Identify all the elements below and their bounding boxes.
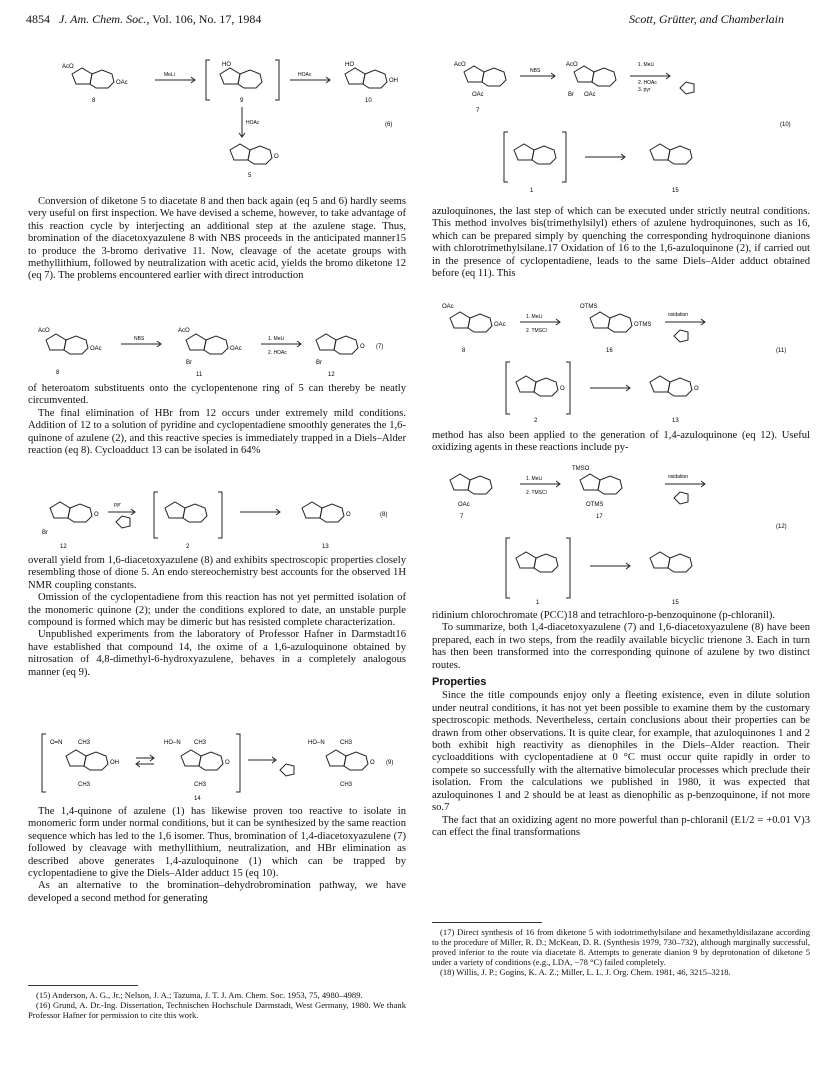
eq12-label-17: 17 [596,514,603,520]
eq9-ch3-prod-bot: CH3 [340,782,353,788]
eq9-ch3-top2: CH3 [194,740,207,746]
left-paragraph-7: The 1,4-quinone of azulene (1) has likewise proven too reactive to isolate in monomeric form under normal conditions, but it can be synthesized by the same reaction sequence which has led to the 1,6 isomer. Thus, bromination of 1,4-diacetoxyazulene (7) followed by cleavage with methyllithium, neutralization, and HBr elimination as described above generates 1,4-azuloquinone (1) which can be trapped by cyclopentadiene to give the Diels–Alder adduct 15 (eq 10). [28,806,406,880]
eq9-label-14: 14 [194,796,201,802]
scheme-eq9-drawing [36,730,406,804]
label-oac: OAc [116,80,128,86]
label-5: 5 [248,173,252,179]
journal-name: J. Am. Chem. Soc., [59,12,150,26]
left-paragraph-1: Conversion of diketone 5 to diacetate 8 and then back again (eq 5 and 6) hardly seems very useful on first inspection. We have devised a scheme, however, to take advantage of this reaction cycle by interjecting an additional step at the azulene stage. Thus, bromination of the diacetoxyazulene 8 with NBS proceeds in the anticipated manner15 to produce the 3-bromo derivative 11. Now, cleavage of the acetate groups with methyllithium, followed by neutralization with acetic acid, yields the bromo diketone 12 (eq 7). The problems encountered earlier with direct introduction [28,196,406,282]
left-paragraph-6: Unpublished experiments from the laboratory of Professor Hafner in Darmstadt16 have established that compound 14, the oxime of a 1,6-azuloquinone obtained by nitrosation of 4,8-dimethyl-6-hydroxyazulene, behaves in a completely analogous manner (eq 9). [28,629,406,678]
eq7-label-12: 12 [328,372,335,378]
right-column-part3 [432,610,810,839]
reagent-hoac: HOAc [298,72,312,78]
eq9-hon: HO–N [164,740,181,746]
eq12-tmso: TMSO [572,466,590,472]
eq11-label-13: 13 [672,418,679,424]
footnote-16: (16) Grund, A. Dr.-Ing. Dissertation, Technischen Hochschule Darmstadt, West Germany, 1980. We thank Professor Hafner for permission to cite this work. [28,1000,406,1020]
eq11-meli: 1. MeLi [526,314,543,320]
scheme-eq12-drawing [440,458,810,608]
scheme-eq12 [440,458,810,608]
eq11-oxidation: oxidation [668,312,689,318]
eq-num-12: (12) [776,524,787,530]
reagent-meli: MeLi [164,72,175,78]
eq12-oac: OAc [458,502,470,508]
left-column-part3 [28,555,406,679]
right-paragraph-6: The fact that an oxidizing agent no more powerful than p-chloranil (E1/2 = +0.01 V)3 can effect the final transformations [432,814,810,838]
eq11-oac: OAc [494,322,506,328]
eq11-o: O [560,386,565,392]
eq11-tmscl: 2. TMSCl [526,328,547,334]
eq8-label-2: 2 [186,544,190,550]
eq8-pyr: pyr [114,502,121,508]
eq11-o-13: O [694,386,699,392]
label-aco-7: AcO [454,62,466,68]
eq9-oh: OH [110,760,119,766]
eq7-nbs: NBS [134,336,145,342]
right-paragraph-4: To summarize, both 1,4-diacetoxyazulene (7) and 1,6-diacetoxyazulene (8) have been prepared, each in two steps, from the readily available bicyclic trienone 3. Each in turn has then been transformed into the corresponding quinone of azulene by two distinct routes. [432,622,810,671]
eq12-label-15: 15 [672,600,679,606]
eq12-label-7: 7 [460,514,464,520]
right-column-part2 [432,430,810,455]
scheme-eq11-drawing [440,296,810,426]
eq8-o: O [94,512,99,518]
footnote-rule-right [432,922,542,923]
label-oac-br: OAc [584,92,596,98]
left-paragraph-8: As an alternative to the bromination–dehydrobromination pathway, we have developed a second method for generating [28,880,406,904]
left-paragraph-4: overall yield from 1,6-diacetoxyazulene (8) and exhibits spectroscopic properties closely resembling those of dione 5. An endo stereochemistry best accounts for the observed 1H NMR coupling constants. [28,555,406,591]
scheme-eq7 [36,320,406,382]
eq11-label-2: 2 [534,418,538,424]
scheme-eq9 [36,730,406,804]
label-8: 8 [92,98,96,104]
label-aco-br: AcO [566,62,578,68]
eq7-br-12: Br [316,360,322,366]
eq7-meli: 1. MeLi [268,336,285,342]
header-left [26,12,261,27]
eq7-aco-11: AcO [178,328,190,334]
scheme-eq8 [40,486,406,552]
eq-num-7: (7) [376,344,384,350]
eq7-br-11: Br [186,360,192,366]
eq12-label-1: 1 [536,600,540,606]
eq7-o: O [360,344,365,350]
footnote-18: (18) Willis, J. P.; Gogins, K. A. Z.; Miller, L. L. J. Org. Chem. 1981, 46, 3215–3218. [440,967,731,977]
eq7-label-8: 8 [56,370,60,376]
eq9-ch3-top: CH3 [78,740,91,746]
eq7-oac: OAc [90,346,102,352]
left-paragraph-2: of heteroatom substituents onto the cyclopentenone ring of 5 can thereby be neatly circumvented. [28,383,406,407]
label-7: 7 [476,108,480,114]
eq12-meli: 1. MeLi [526,476,543,482]
scheme-eq11 [440,296,810,426]
right-paragraph-1: azuloquinones, the last step of which can be executed under strictly neutral conditions. This method involves bis(trimethylsilyl) ethers of azulene hydroquinones, such as 16, which can be prepared simply by quenching the corresponding hydroquinone dianions with chlorotrimethylsilane.17 Oxidation of 16 to the 1,6-azuloquinone (2), if carried out in the presence of cyclopentadiene, leads to the same Diels–Alder adduct obtained before (eq 11). This [432,206,810,280]
left-column-part2 [28,383,406,457]
eq8-label-12: 12 [60,544,67,550]
eq9-hon-prod: HO–N [308,740,325,746]
right-paragraph-3: ridinium chlorochromate (PCC)18 and tetrachloro-p-benzoquinone (p-chloranil). [432,610,776,621]
eq8-br: Br [42,530,48,536]
scheme-eq6 [60,52,420,182]
scheme-eq10-drawing [450,52,810,200]
label-10: 10 [365,98,372,104]
eq11-otms-top: OTMS [580,304,598,310]
eq9-ch3-bot: CH3 [78,782,91,788]
scheme-eq8-drawing [40,486,406,552]
eq11-oac-top: OAc [442,304,454,310]
label-9: 9 [240,98,244,104]
eq9-on: O=N [50,740,63,746]
footnote-15: (15) Anderson, A. G., Jr.; Nelson, J. A.; Tazuma, J. T. J. Am. Chem. Soc. 1953, 75, 4980–4989. [36,990,363,1000]
reagent-2-hoac: 2. HOAc [638,80,657,86]
eq7-aco: AcO [38,328,50,334]
footnote-rule-left [28,985,138,986]
eq7-label-11: 11 [196,372,203,378]
label-aco: AcO [62,64,74,70]
right-paragraph-5: Since the title compounds enjoy only a fleeting existence, even in dilute solution under neutral conditions, it has not yet been possible to examine them by the customary spectroscopic methods. Nevertheless, certain conclusions about their properties can be drawn from other observations. It is quite clear, for example, that azuloquinones 1 and 2 both exhibit high reactivity as dienophiles in the Diels–Alder reaction. Their cycloadditions with cyclopentadiene at 0 °C must occur quite rapidly in order to compete so successfully with the alternative bimolecular processes which preclude their isolation. From the calculations we published in 1980, it was expected that azuloquinones 1 and 2 should be at least as dienophilic as p-benzoquinone, if not more so.7 [432,690,810,814]
scheme-eq7-drawing [36,320,406,382]
page-number: 4854 [26,12,50,26]
reagent-nbs: NBS [530,68,541,74]
eq7-hoac: 2. HOAc [268,350,287,356]
eq8-label-13: 13 [322,544,329,550]
eq12-otms: OTMS [586,502,604,508]
scheme-eq10 [450,52,810,200]
eq9-o-prod: O [370,760,375,766]
eq-num-8: (8) [380,512,388,518]
section-heading-properties: Properties [432,676,487,689]
eq12-oxidation: oxidation [668,474,689,480]
volume-info: Vol. 106, No. 17, 1984 [152,12,262,26]
reagent-1-meli: 1. MeLi [638,62,655,68]
footnote-17: (17) Direct synthesis of 16 from diketone 5 with iodotrimethylsilane and hexamethyldisilazane according to the procedure of Miller, R. D.; McKean, D. R. (Synthesis 1979, 730–732), although marginally successful, proved inferior to the route via diacetate 8. Attempts to generate dianion 9 by deprotonation of diketone 5 under a variety of conditions (e.g., LDA, −78 °C) failed completely. [432,927,810,967]
label-oh-10: OH [389,78,398,84]
label-ho-9: HO [222,62,231,68]
reagent-hoac-down: HOAc [246,120,260,126]
footnotes-right [432,927,810,977]
label-oac-7: OAc [472,92,484,98]
page-header [26,12,784,32]
eq11-label-16: 16 [606,348,613,354]
eq8-o-13: O [346,512,351,518]
left-paragraph-5: Omission of the cyclopentadiene from this reaction has not yet permitted isolation of the monomeric quinone (2); under the conditions explored to date, an unstable purple compound is formed which may be dimeric but has resisted complete characterization. [28,592,406,629]
eq12-tmscl: 2. TMSCl [526,490,547,496]
reagent-3-pyr: 3. pyr [638,87,651,93]
left-column-part4 [28,806,406,905]
eq-num-11: (11) [776,348,787,354]
eq-num-9: (9) [386,760,394,766]
eq9-ch3-prod: CH3 [340,740,353,746]
right-column-part1 [432,206,810,280]
label-br: Br [568,92,574,98]
eq11-label-8: 8 [462,348,466,354]
eq9-ch3-bot2: CH3 [194,782,207,788]
eq-num-6: (6) [385,122,393,128]
eq9-o: O [225,760,230,766]
eq11-otms: OTMS [634,322,652,328]
footnotes-left [28,990,406,1020]
right-paragraph-2: method has also been applied to the generation of 1,4-azuloquinone (eq 12). Useful oxidizing agents in these reactions include py- [432,430,810,454]
scheme-eq6-drawing [60,52,420,182]
label-ho-10: HO [345,62,354,68]
label-o-5: O [274,154,279,160]
eq7-oac-11: OAc [230,346,242,352]
left-column-part1 [28,196,406,283]
left-paragraph-3: The final elimination of HBr from 12 occurs under extremely mild conditions. Addition of 12 to a solution of pyridine and cyclopentadiene smoothly generates the 1,6-quinone of azulene (2), and this reactive species is immediately trapped in a Diels–Alder reaction (eq 8). Cycloadduct 13 can be isolated in 64% [28,407,406,457]
eq-num-10: (10) [780,122,791,128]
label-15: 15 [672,188,679,194]
label-1: 1 [530,188,534,194]
header-authors: Scott, Grütter, and Chamberlain [629,12,784,26]
